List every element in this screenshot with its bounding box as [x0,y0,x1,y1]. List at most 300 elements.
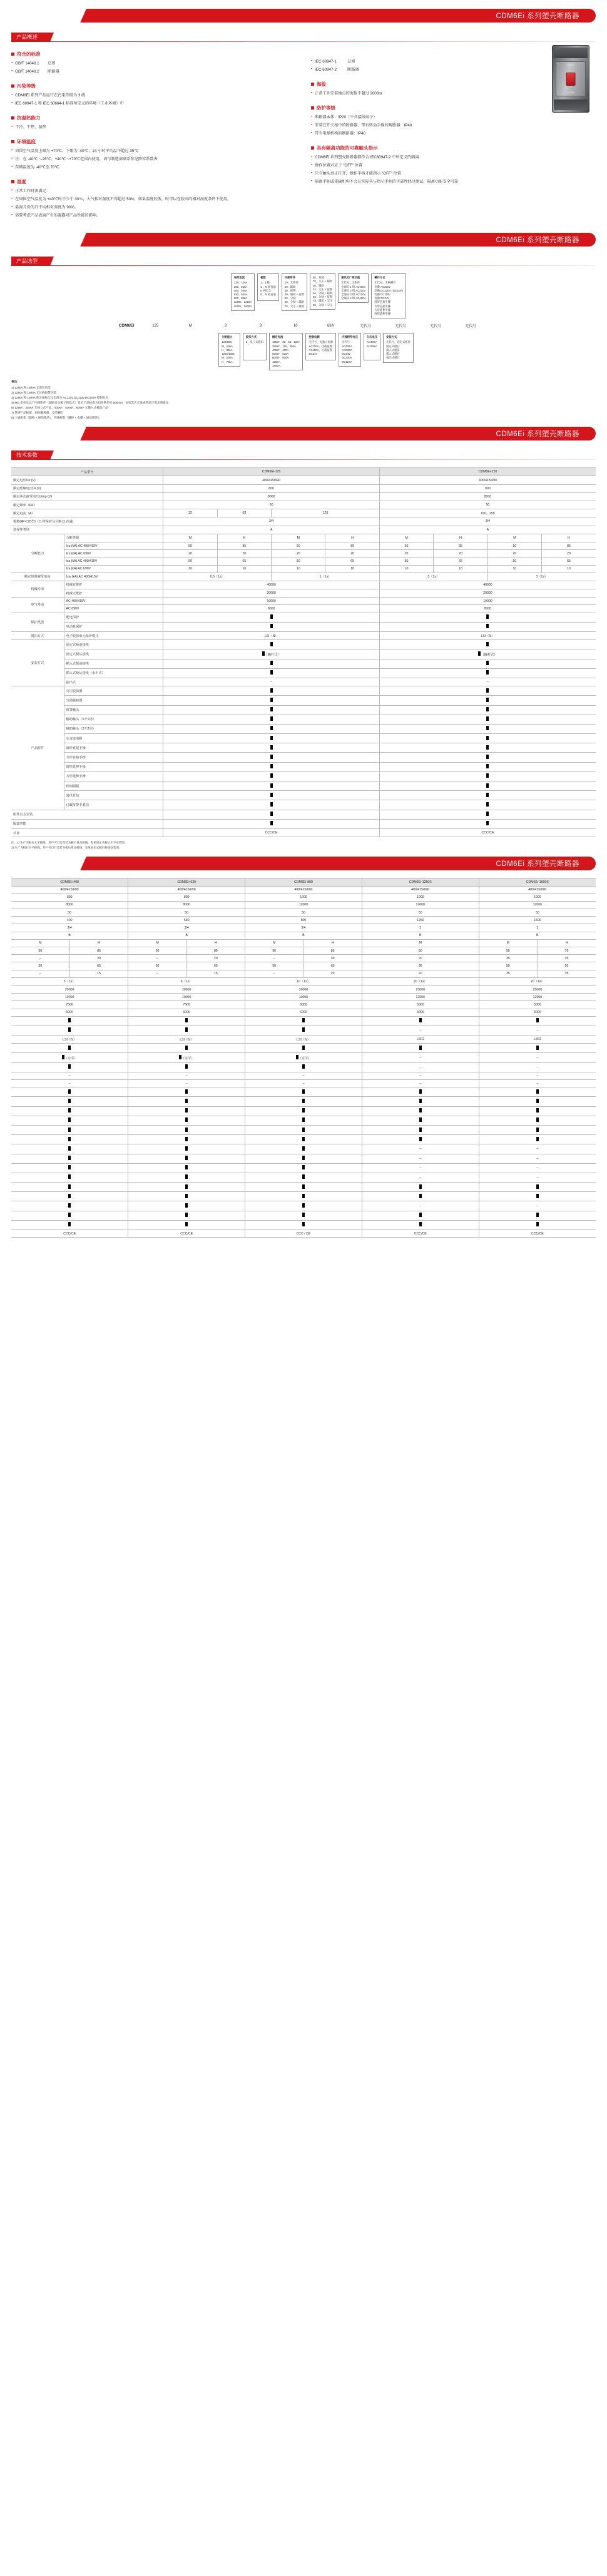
data-cell: 36 [362,962,479,970]
model-code-bottom-box [243,333,267,360]
data-cell: B [11,932,128,939]
row-label: 圆形延伸手操 [64,762,163,771]
model-code-segment: 3 [224,323,227,328]
overview-group-title: 污染等级 [11,83,296,89]
table-row [11,509,596,517]
row-group-label: 电气寿命 [11,598,64,613]
data-cell: 50 [245,909,362,917]
supported-mark-icon [486,793,489,797]
table-row [11,810,596,819]
data-cell [11,1125,128,1134]
data-cell [479,1016,596,1026]
data-cell [163,622,380,631]
data-cell [163,753,380,762]
bullet-dot-icon: • [311,178,313,183]
data-cell: 10 [434,565,487,573]
data-cell: 5000 [362,1001,479,1009]
data-cell: 10 [487,565,541,573]
overview-list-item [11,156,296,162]
data-cell: 40000 [163,581,380,589]
supported-mark-icon [68,1089,71,1094]
data-cell: 800 [163,484,380,492]
data-cell: H [434,534,487,542]
table-row [11,1230,596,1238]
data-cell: CCC/CE [11,1230,128,1238]
model-code-option: 电操 DC220V / DC220V [374,288,404,292]
tech-params-table-400-1600 [11,878,596,1238]
table-row [11,501,596,509]
table-row [11,743,596,753]
supported-mark-icon [270,661,273,665]
model-code-bottom-box [269,333,303,370]
model-code-option: 250、250A [233,285,248,288]
supported-mark-icon [68,1137,71,1141]
overview-list-item [11,205,296,210]
supported-mark-icon [419,1213,422,1217]
model-code-segment: 63A [327,323,334,328]
row-group-label: 保护类型 [11,613,64,631]
data-cell: 160、250 [379,509,596,517]
supported-mark-icon [270,755,273,759]
supported-mark-icon [486,642,489,646]
data-cell [163,613,380,622]
data-cell: 10 [325,565,379,573]
data-cell [379,659,596,668]
data-cell: 400/415/690 [163,476,380,484]
data-cell [245,1106,362,1116]
section-tab-tech: 技术参数 [11,451,48,460]
table-row [11,1062,596,1072]
table-header-model: CDM6Ei-800 [245,878,362,886]
data-cell [163,659,380,668]
data-cell: CCC/CE [128,1230,245,1238]
supported-mark-icon [270,688,273,693]
table-row [11,901,596,909]
model-code-option: 800sF、800A [272,356,289,360]
data-cell: 1000 [362,893,479,901]
model-code-option: 电操 DC24V [374,297,389,300]
data-cell [379,724,596,733]
model-code-box-title: 极数 [260,276,266,280]
supported-mark-icon [270,726,273,730]
row-label: 额定频率（HZ） [11,501,163,509]
overview-item-text: 正常工作时需满足： [15,189,50,194]
data-cell [163,696,380,705]
data-cell: LSIG [362,1036,479,1044]
data-cell: 50 [362,909,479,917]
table-row [11,668,596,678]
model-code-box-title: 内部附件电压 [342,335,358,339]
table-note: 2) 生产为板后水平接线，用户可自行改装为板后垂直接线，参见加长式板后接线安装图。 [11,846,122,850]
table-row [11,565,596,573]
supported-mark-icon [486,726,489,730]
data-cell: CCC/CE [163,828,380,837]
table-row [11,1080,596,1087]
data-cell: （水平） [245,1053,362,1062]
model-code-bottom-boxes [36,333,596,370]
data-cell [245,1016,362,1026]
data-cell: – [479,1062,596,1072]
model-code-option: 50、分励 [284,297,296,300]
table-header-model: CDM6Ei-630 [128,878,245,886]
model-code-bottom-box [339,333,361,367]
table-row [11,581,596,589]
model-code-segment: 无代号 [465,325,477,329]
data-cell: 85 [325,542,379,549]
data-cell: 50 [479,962,537,970]
data-cell [362,1135,479,1144]
overview-list-item [311,115,596,120]
data-cell: 7500 [128,1001,245,1009]
bullet-dot-icon: • [11,68,13,73]
data-cell [163,791,380,800]
data-cell: 50 [379,501,596,509]
data-cell: A [379,526,596,534]
supported-mark-icon [185,1137,188,1141]
supported-mark-icon [486,624,489,628]
data-cell: （螺杆式） [163,649,380,659]
bullet-dot-icon: • [11,212,13,217]
data-cell: LSI（N） [128,1036,245,1044]
data-cell [163,762,380,771]
overview-group-title: 海拔 [311,81,596,88]
table-row [11,939,596,947]
page-banner-selection [11,233,596,247]
data-cell: 20（1s） [362,977,479,985]
data-cell [163,800,380,810]
section-tab-selection: 产品选型 [11,257,48,266]
supported-mark-icon [486,614,489,619]
model-code-option: 800、800A [233,297,248,300]
page-banner-tech2 [11,857,596,870]
table-row [11,649,596,659]
model-code-box-title: 通讯及厂商功能 [341,276,360,280]
data-cell: 3/4 [128,924,245,932]
data-cell [11,1220,128,1229]
data-cell: – [11,1080,128,1087]
data-cell: – [362,1173,479,1182]
data-cell [128,1201,245,1211]
data-cell [245,1211,362,1220]
data-cell [379,668,596,678]
model-code-box-title: 欠压电压 [366,335,378,339]
row-label: 固定式板后接线 [64,649,163,659]
data-cell [479,1183,596,1192]
supported-mark-icon [419,1117,422,1122]
overview-list-item [11,101,296,106]
data-cell: H [542,534,596,542]
model-code-bottom-box [305,333,336,360]
row-label: 分励脱扣器 [64,696,163,705]
row-label: 过载报警不脱扣 [64,800,163,810]
data-cell [362,1220,479,1229]
model-code-box-title: 脱扣方式 [245,335,257,339]
table-row [11,640,596,649]
model-code-option: 630sF、630A [272,352,289,356]
table-row [11,917,596,924]
data-cell [163,810,380,819]
row-group-label: 分断能力 [11,534,64,573]
data-cell: 8000 [163,605,380,613]
data-cell: 50 [272,557,325,565]
table-header-model: CDM6Ei-125 [163,468,380,476]
supported-mark-icon [185,1203,188,1208]
overview-list-item [11,125,296,130]
supported-mark-icon [270,764,273,768]
model-code-top-box [310,273,335,310]
supported-mark-icon [270,707,273,711]
row-group-label: 脱扣方式 [11,632,64,640]
supported-mark-icon [68,1146,71,1151]
supported-mark-icon [302,1099,305,1103]
row-label: 额定绝缘电压Ui (V) [11,484,163,492]
row-group-label: 安装方式 [11,640,64,686]
supported-mark-icon [536,1108,539,1112]
supported-mark-icon [419,1184,422,1189]
supported-mark-icon [270,802,273,807]
table-row [11,909,596,917]
model-code-option: 40、辅助 + 报警 [284,292,304,296]
data-cell [379,715,596,724]
data-cell [128,1135,245,1144]
supported-mark-icon [302,1137,305,1141]
supported-mark-icon [486,773,489,778]
data-cell: LSI（N） [163,632,380,640]
data-cell: 800 [245,917,362,924]
bullet-dot-icon: • [311,115,313,120]
data-cell: 85 [304,947,362,955]
data-cell: 50 [487,542,541,549]
data-cell: 1250 [362,917,479,924]
data-cell [163,640,380,649]
data-cell: M [245,939,304,947]
supported-mark-icon [302,1089,305,1094]
bullet-dot-icon: • [11,148,13,153]
notes-title: 备注： [11,380,20,383]
model-code-option: 圆形直接手操 [374,300,391,304]
data-cell: – [479,1163,596,1173]
model-code-box-title: 额定电流 [272,335,283,339]
bullet-square-icon [11,140,14,143]
model-code-bottom-box [383,333,414,362]
datasheet-page [0,9,607,1250]
note-line: 4) 800 类壳及以下内部附件（辅助及为编子的软式）其它产品标准为同组供件度 500mm，如有其它长度或带端子需求请备注 [11,401,169,405]
supported-mark-icon [68,1165,71,1169]
data-cell: 800 [11,893,128,901]
model-code-top-box [257,273,279,301]
model-code-option: 全通讯 1 组 AC400V [341,285,366,288]
model-code-option: 250sF、160、250A [272,344,296,348]
table-row [11,1044,596,1053]
supported-mark-icon [270,624,273,628]
data-cell: – [479,1173,596,1182]
data-cell: 50 [128,947,186,955]
data-cell: – [479,1080,596,1087]
standard-code: GB/T 14048.2 [15,69,39,74]
data-cell: 20 [379,550,433,557]
supported-mark-icon [486,764,489,768]
table-row [11,526,596,534]
model-code-option: AC400V、过载报警 [309,348,332,352]
data-cell: – [362,1062,479,1072]
model-code-option: 插入式板前 [386,348,400,352]
data-cell: 6000 [245,1001,362,1009]
data-cell [362,1211,479,1220]
data-cell: 70 [538,947,596,955]
data-cell: 35 [538,970,596,977]
data-cell: 50 [362,947,479,955]
data-cell [11,1201,128,1211]
table-row [11,1192,596,1201]
data-cell: H [325,534,379,542]
data-cell: 20 [304,970,362,977]
table-row [11,1201,596,1211]
banner-title-selection: CDM6Ei 系列塑壳断路器 [496,237,579,245]
table-row [11,542,596,549]
section-rule-tech [11,459,596,460]
supported-mark-icon [68,1194,71,1198]
supported-mark-icon [68,1099,71,1103]
row-label: 机械无维护 [64,589,163,598]
model-code-bottom-box [218,333,240,367]
table-row [11,1163,596,1173]
model-code-option: DC24V [309,352,318,356]
data-cell [379,705,596,715]
overview-item-text: 隔离手柄或传输机构不会在实际头与指示手柄的可靠性经过测试，隔离功能安全可靠 [315,179,459,184]
model-code-segment: 无代号 [430,325,442,329]
supported-mark-icon [486,812,489,816]
row-label: 额定电流（A） [11,509,163,517]
data-cell: – [362,1072,479,1079]
model-code-option: 固定式板后 [386,344,400,348]
data-cell [379,743,596,753]
table-row [11,492,596,501]
model-code-option: 全通讯 4 组 AC400V [341,297,366,300]
supported-mark-icon [536,1018,539,1022]
page-banner-tech [11,427,596,440]
supported-mark-icon [62,1055,64,1059]
data-cell: A [163,526,380,534]
overview-item-text: 干冷、干热、湿热 [15,125,46,130]
data-cell: 50 [11,962,69,970]
data-cell: 3/4 [11,924,128,932]
supported-mark-icon [270,812,273,816]
table-row [11,762,596,771]
model-code-option: 无代号、无附件 [341,281,360,285]
table-row [11,800,596,810]
data-cell: 50 [163,557,217,565]
bullet-dot-icon: • [311,155,313,160]
supported-mark-icon [536,1046,539,1050]
standard-code: IEC 60947-1 [315,59,337,64]
breaker-handle-icon [566,73,576,86]
supported-mark-icon [536,1184,539,1189]
data-cell [245,1183,362,1192]
tech-params-table-125-250 [11,467,596,837]
data-cell: 3/4 [379,517,596,526]
data-cell [11,1044,128,1053]
table-row [11,1026,596,1035]
row-label: 辅助触头（2开2闭） [64,724,163,733]
model-code-option: 125、125A [233,281,248,285]
product-photo: CDM6Ei CHINT [552,45,591,114]
data-cell: 32 [163,509,217,517]
supported-mark-icon [486,755,489,759]
overview-item-text: GB/T 14048.2 断路器 [15,69,59,74]
overview-list-item [311,123,596,128]
data-cell [163,668,380,678]
data-cell: 400/415/690 [479,886,596,893]
model-code-segment: 125 [152,323,159,328]
supported-mark-icon [419,1137,422,1141]
table-header-product: 产品型号 [11,468,163,476]
overview-item-text: 安装在开关柜中的断路器，带有转动手操的断路器：IP40 [315,123,412,128]
supported-mark-icon [486,661,489,665]
data-cell [163,715,380,724]
data-cell [379,613,596,622]
data-cell: 7500 [11,1001,128,1009]
model-code-option: 方形延伸手操 [374,308,391,312]
model-code-option: 10、无附件 [284,281,298,285]
data-cell [379,622,596,631]
data-cell: 50 [245,947,304,955]
data-cell [379,800,596,810]
overview-list-item [11,148,296,154]
table-header-model: CDM6Ei-250 [379,468,596,476]
data-cell [379,781,596,791]
model-code-option: 1250A、 [272,360,283,364]
table-row [11,1116,596,1125]
data-cell [245,1116,362,1125]
supported-mark-icon [536,1222,539,1226]
model-code-option: M、50kA [222,344,233,348]
table-row [11,886,596,893]
data-cell: M [379,534,433,542]
data-cell [128,1154,245,1163]
data-cell: 10000 [128,994,245,1001]
supported-mark-icon [478,651,481,656]
supported-mark-icon [185,1213,188,1217]
model-code-box-title: 操作方式 [374,276,385,280]
model-code-option: AC230V、过载报警 [309,344,332,348]
bullet-dot-icon: • [11,125,13,130]
data-cell: （水平） [11,1053,128,1062]
data-cell: 20 [325,550,379,557]
model-code-option: DC24V [342,352,350,356]
supported-mark-icon [302,1174,305,1179]
overview-list-item [11,61,296,66]
data-cell: 10000 [245,994,362,1001]
model-code-option: 30、报警 [284,288,296,292]
table-row [11,598,596,605]
model-code-option: 无代号、手柄操作 [374,281,396,285]
overview-list-item [311,179,596,185]
data-cell: 40000 [379,581,596,589]
banner-title-tech: CDM6Ei 系列塑壳断路器 [496,430,579,439]
bullet-dot-icon: • [311,91,313,96]
table-row [11,705,596,715]
supported-mark-icon [270,670,273,675]
data-cell: 6000 [245,1009,362,1016]
data-cell [245,1201,362,1211]
supported-mark-icon [68,1128,71,1132]
model-code-top-boxes [41,273,596,318]
data-cell [163,819,380,828]
bullet-dot-icon: • [11,156,13,161]
bullet-square-icon [11,180,14,183]
data-cell: 50 [128,909,245,917]
data-cell [245,1026,362,1035]
